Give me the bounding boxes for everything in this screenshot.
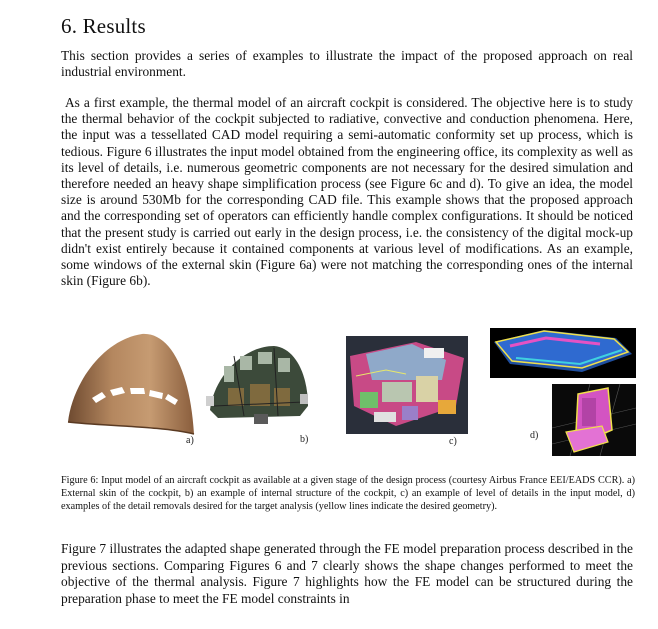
section-heading: 6. Results bbox=[61, 14, 146, 38]
figure-panel-b bbox=[204, 336, 314, 445]
panel-label-a: a) bbox=[186, 435, 194, 446]
next-paragraph: Figure 7 illustrates the adapted shape generated through the FE model preparation process described in the previous sections. Comparing Figures 6 and 7 clearly shows the shape changes performed to meet the objective of the thermal analysis. Figure 7 highlights how the FE model can be structured during the preparation phase to meet the FE model constraints in bbox=[61, 541, 633, 606]
panel-label-b: b) bbox=[300, 434, 309, 445]
panel-label-c: c) bbox=[449, 436, 457, 447]
panel-label-d: d) bbox=[530, 430, 539, 441]
figure-panel-a bbox=[62, 330, 198, 446]
cockpit-internal-structure-icon bbox=[204, 336, 314, 436]
intro-paragraph: This section provides a series of examples to illustrate the impact of the proposed approach on real industrial environment. bbox=[61, 48, 633, 80]
figure-caption: Figure 6: Input model of an aircraft cockpit as available at a given stage of the design process (courtesy Airbus France EEI/EADS CCR). a) External skin of the cockpit, b) an example of internal structure of the cockpit, c) an example of level of details in the input model, d) examples of the detail removals desired for the target analysis (yellow lines indicate the desired geometry). bbox=[61, 475, 635, 513]
first-example-paragraph: As a first example, the thermal model of an aircraft cockpit is considered. The objective here is to study the thermal behavior of the cockpit subjected to radiative, convective and conduction phenomena. Here, the input was a tessellated CAD model requiring a semi-automatic conformity set up process, which is tedious. Figure 6 illustrates the input model obtained from the engineering office, its complexity as well as its level of details, i.e. numerous geometric components are not necessary for the desired simulation and therefore needed an heavy shape simplification process (see Figure 6c and d). To give an idea, the model size is around 530Mb for the corresponding CAD file. This example shows that the proposed approach and the corresponding set of operators can efficiently handle complex configurations. It should be noticed that the present study is carried out early in the design process, i.e. the consistency of the digital mock-up didn't exist entirely because it contained components at various level of modifications. As an example, some windows of the external skin (Figure 6a) were not matching the corresponding ones of the internal skin (Figure 6b). bbox=[61, 95, 633, 289]
cockpit-external-skin-icon bbox=[62, 330, 198, 442]
figure-6 bbox=[0, 330, 658, 458]
detail-removal-examples-icon bbox=[490, 328, 636, 456]
figure-panel-c bbox=[346, 336, 468, 447]
cockpit-detail-components-icon bbox=[346, 336, 468, 434]
figure-panel-d bbox=[490, 328, 636, 456]
